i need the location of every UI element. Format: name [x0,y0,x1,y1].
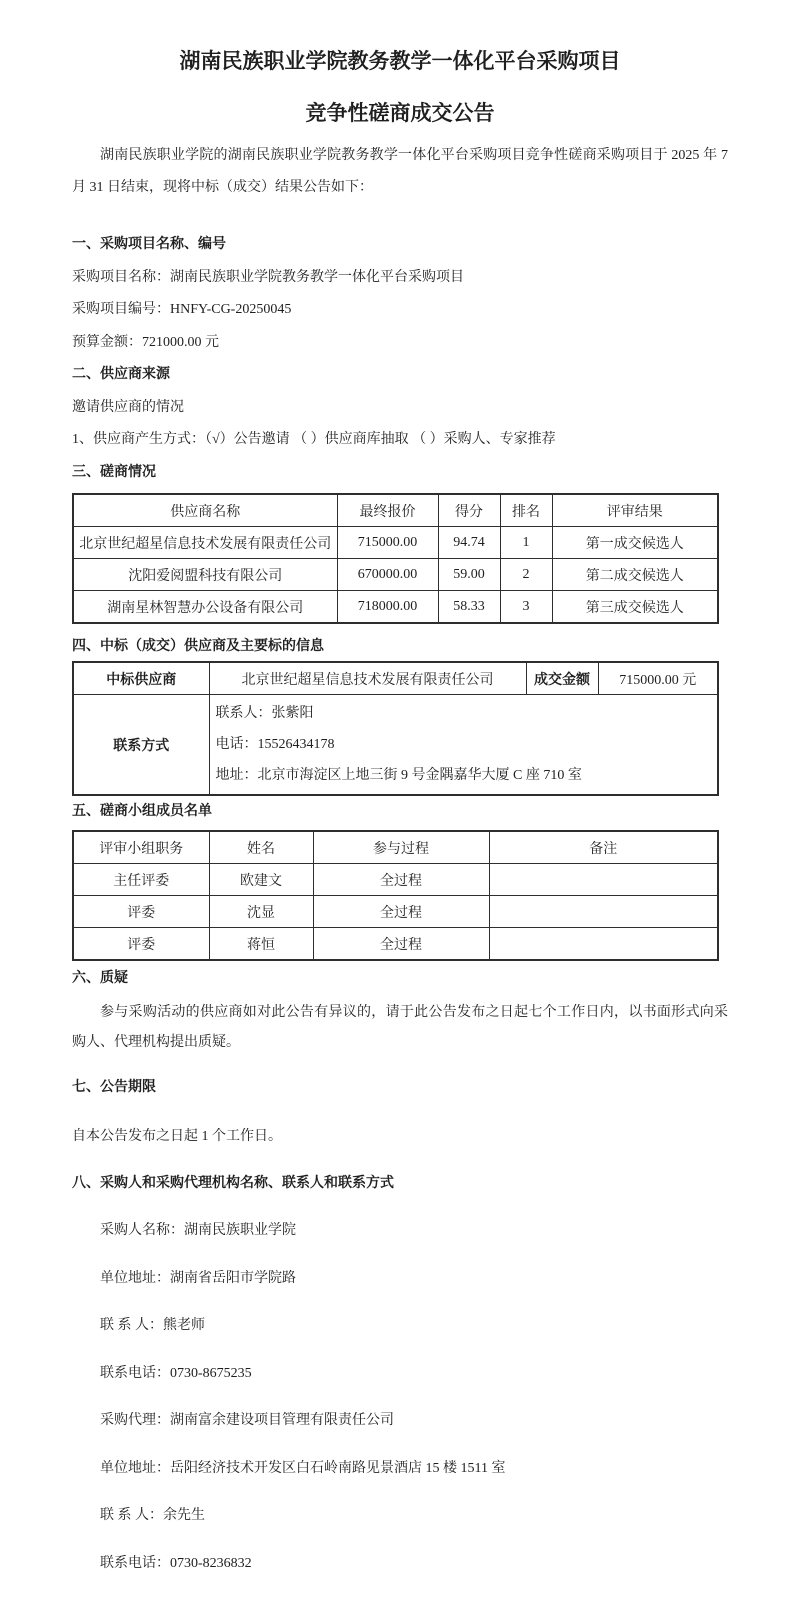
score-cell: 59.00 [438,559,500,591]
section3-heading: 三、磋商情况 [72,464,156,480]
project-number-line: 采购项目编号：HNFY-CG-20250045 [72,302,292,317]
col-remark: 备注 [489,831,718,864]
review-result-cell: 第一成交候选人 [552,527,718,559]
col-name: 姓名 [209,831,313,864]
amount-label-cell: 成交金额 [526,662,598,695]
col-review-result: 评审结果 [552,494,718,527]
col-rank: 排名 [500,494,552,527]
table-row [73,591,718,624]
contact-label-cell: 联系方式 [73,695,209,796]
supplier-invite-line: 邀请供应商的情况 [72,399,184,415]
table-row [73,527,718,559]
section7-heading: 七、公告期限 [72,1080,156,1095]
doc-title-line2: 竞争性磋商成交公告 [305,101,495,125]
winner-row [73,662,718,695]
rank-cell: 3 [500,591,552,624]
contact-row [73,695,718,796]
table-row [73,559,718,591]
table-row [73,896,718,928]
purchaser-contact-line: 联 系 人：熊老师 [100,1318,205,1333]
section4-heading: 四、中标（成交）供应商及主要标的信息 [72,639,324,654]
participation-cell: 全过程 [313,864,489,896]
col-final-price: 最终报价 [337,494,438,527]
negotiation-result-table [72,493,719,624]
contact-person-line: 联系人：张紫阳 [215,706,314,721]
participation-cell: 全过程 [313,928,489,961]
contact-address-line: 地址：北京市海淀区上地三街 9 号金隅嘉华大厦 C 座 710 室 [215,768,582,783]
remark-cell [489,928,718,961]
final-price-cell: 718000.00 [337,591,438,624]
agent-name-line: 采购代理：湖南富余建设项目管理有限责任公司 [100,1413,394,1428]
panel-role-cell: 评委 [73,896,209,928]
agent-address-line: 单位地址：岳阳经济技术开发区白石岭南路见景酒店 15 楼 1511 室 [100,1460,506,1476]
section5-heading: 五、磋商小组成员名单 [72,804,212,819]
winner-info-table [72,661,719,796]
participation-cell: 全过程 [313,896,489,928]
remark-cell [489,864,718,896]
col-participation: 参与过程 [313,831,489,864]
section1-heading: 一、采购项目名称、编号 [72,237,226,252]
table-header-row [73,494,718,527]
panel-role-cell: 主任评委 [73,864,209,896]
supplier-method-line: 1、供应商产生方式：（√）公告邀请 （ ）供应商库抽取 （ ）采购人、专家推荐 [72,432,556,447]
name-cell: 蒋恒 [209,928,313,961]
supplier-name-cell: 北京世纪超星信息技术发展有限责任公司 [73,527,337,559]
review-panel-table [72,830,719,961]
score-cell: 94.74 [438,527,500,559]
budget-line: 预算金额：721000.00 元 [72,334,219,350]
table-header-row [73,831,718,864]
review-result-cell: 第三成交候选人 [552,591,718,624]
section2-heading: 二、供应商来源 [72,367,170,382]
contact-detail-cell [209,695,718,796]
rank-cell: 2 [500,559,552,591]
purchaser-address-line: 单位地址：湖南省岳阳市学院路 [100,1270,296,1286]
supplier-name-cell: 沈阳爱阅盟科技有限公司 [73,559,337,591]
section8-heading: 八、采购人和采购代理机构名称、联系人和联系方式 [72,1176,394,1191]
agent-phone-line: 联系电话：0730-8236832 [100,1555,252,1571]
contact-info-block [72,1207,728,1587]
contact-phone-line: 电话：15526434178 [215,737,335,752]
review-result-cell: 第二成交候选人 [552,559,718,591]
doc-title-line1: 湖南民族职业学院教务教学一体化平台采购项目 [179,49,621,73]
objection-paragraph: 参与采购活动的供应商如对此公告有异议的，请于此公告发布之日起七个工作日内，以书面形式向采购人、代理机构提出质疑。 [72,1005,728,1050]
purchaser-phone-line: 联系电话：0730-8675235 [100,1365,252,1381]
amount-value-cell: 715000.00 元 [598,662,718,695]
announcement-period-paragraph: 自本公告发布之日起 1 个工作日。 [72,1129,282,1144]
section6-heading: 六、质疑 [72,971,128,986]
project-name-line: 采购项目名称：湖南民族职业学院教务教学一体化平台采购项目 [72,269,464,285]
col-supplier-name: 供应商名称 [73,494,337,527]
col-panel-role: 评审小组职务 [73,831,209,864]
name-cell: 沈显 [209,896,313,928]
supplier-name-cell: 湖南星林智慧办公设备有限公司 [73,591,337,624]
table-row [73,864,718,896]
final-price-cell: 715000.00 [337,527,438,559]
rank-cell: 1 [500,527,552,559]
score-cell: 58.33 [438,591,500,624]
col-score: 得分 [438,494,500,527]
table-row [73,928,718,961]
name-cell: 欧建文 [209,864,313,896]
agent-contact-line: 联 系 人：余先生 [100,1508,205,1523]
purchaser-name-line: 采购人名称：湖南民族职业学院 [100,1223,296,1238]
panel-role-cell: 评委 [73,928,209,961]
intro-paragraph: 湖南民族职业学院的湖南民族职业学院教务教学一体化平台采购项目竞争性磋商采购项目于 2025 年 7 月 31 日结束，现将中标（成交）结果公告如下： [72,148,728,195]
sections-1-to-3 [72,229,728,489]
winner-name-cell: 北京世纪超星信息技术发展有限责任公司 [209,662,526,695]
winner-label-cell: 中标供应商 [73,662,209,695]
final-price-cell: 670000.00 [337,559,438,591]
remark-cell [489,896,718,928]
